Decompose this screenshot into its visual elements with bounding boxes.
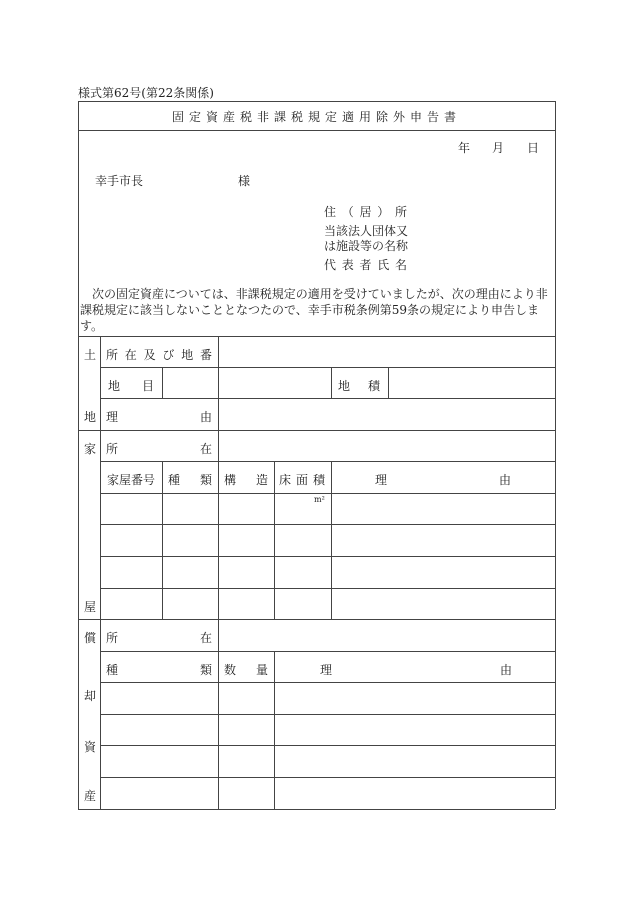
land-area-label: 地 積: [338, 379, 380, 393]
land-section-char-2: 地: [84, 410, 97, 424]
grid-line: [100, 398, 555, 399]
assets-location-label: 所 在: [106, 631, 212, 645]
grid-line: [162, 367, 163, 398]
statement-line1: 次の固定資産については、非課税規定の適用を受けていましたが、次の理由により非: [80, 287, 548, 301]
address-label: 住 （ 居 ） 所: [324, 205, 407, 219]
grid-line: [100, 651, 555, 652]
grid-line: [331, 461, 332, 619]
assets-reason-header: 理 由: [320, 663, 512, 677]
land-section-char-1: 土: [84, 348, 97, 362]
declaration-rule: [78, 336, 555, 337]
grid-line: [78, 430, 555, 431]
frame-top: [78, 101, 555, 102]
house-reason-header: 理 由: [375, 473, 511, 487]
assets-quantity-header: 数 量: [224, 663, 268, 677]
grid-line: [100, 714, 555, 715]
grid-line: [100, 493, 555, 494]
representative-label: 代 表 者 氏 名: [324, 258, 407, 272]
grid-line: [100, 367, 555, 368]
org-name-label-line1: 当該法人団体又: [324, 224, 409, 238]
grid-line: [388, 367, 389, 398]
addressee-honorific: 様: [238, 174, 251, 188]
addressee-name: 幸手市長: [95, 174, 144, 188]
grid-line: [331, 367, 332, 398]
statement-line3: す。: [80, 319, 104, 333]
org-name-label-line2: は施設等の名称: [324, 239, 409, 253]
house-number-header: 家屋番号: [106, 473, 155, 487]
land-location-label: 所 在 及 び 地 番: [106, 348, 212, 362]
floor-area-unit: m²: [314, 495, 325, 504]
house-location-label: 所 在: [106, 442, 212, 456]
grid-line: [274, 651, 275, 809]
grid-line: [218, 619, 219, 809]
grid-line: [218, 430, 219, 619]
assets-section-char-4: 産: [84, 789, 97, 803]
assets-kind-header: 種 類: [106, 663, 212, 677]
house-kind-header: 種 類: [168, 473, 212, 487]
section-divider: [100, 336, 101, 809]
grid-line: [78, 619, 555, 620]
statement-line2: 課税規定に該当しないこととなつたので、幸手市税条例第59条の規定により申告しま: [80, 303, 540, 317]
grid-line: [100, 461, 555, 462]
frame-left: [78, 101, 79, 809]
house-structure-header: 構 造: [224, 473, 268, 487]
date-year-label: 年: [458, 141, 471, 155]
land-reason-label: 理 由: [106, 410, 212, 424]
assets-section-char-1: 償: [84, 631, 97, 645]
form-title: 固定資産税非課税規定適用除外申告書: [171, 110, 461, 124]
frame-right: [555, 101, 556, 809]
grid-line: [100, 556, 555, 557]
grid-line: [100, 745, 555, 746]
grid-line: [100, 588, 555, 589]
grid-line: [100, 524, 555, 525]
land-category-label: 地 目: [108, 379, 154, 393]
grid-line: [162, 461, 163, 619]
date-day-label: 日: [527, 141, 540, 155]
grid-line: [218, 336, 219, 430]
house-section-char-1: 家: [84, 442, 97, 456]
house-section-char-2: 屋: [84, 600, 97, 614]
grid-line: [100, 777, 555, 778]
assets-section-char-2: 却: [84, 689, 97, 703]
assets-section-char-3: 資: [84, 740, 97, 754]
title-rule: [78, 130, 555, 131]
grid-line: [100, 682, 555, 683]
grid-line: [274, 461, 275, 619]
house-floor-area-header: 床 面 積: [279, 473, 325, 487]
frame-bottom: [78, 809, 555, 810]
form-number: 様式第62号(第22条関係): [78, 86, 214, 100]
date-month-label: 月: [492, 141, 505, 155]
